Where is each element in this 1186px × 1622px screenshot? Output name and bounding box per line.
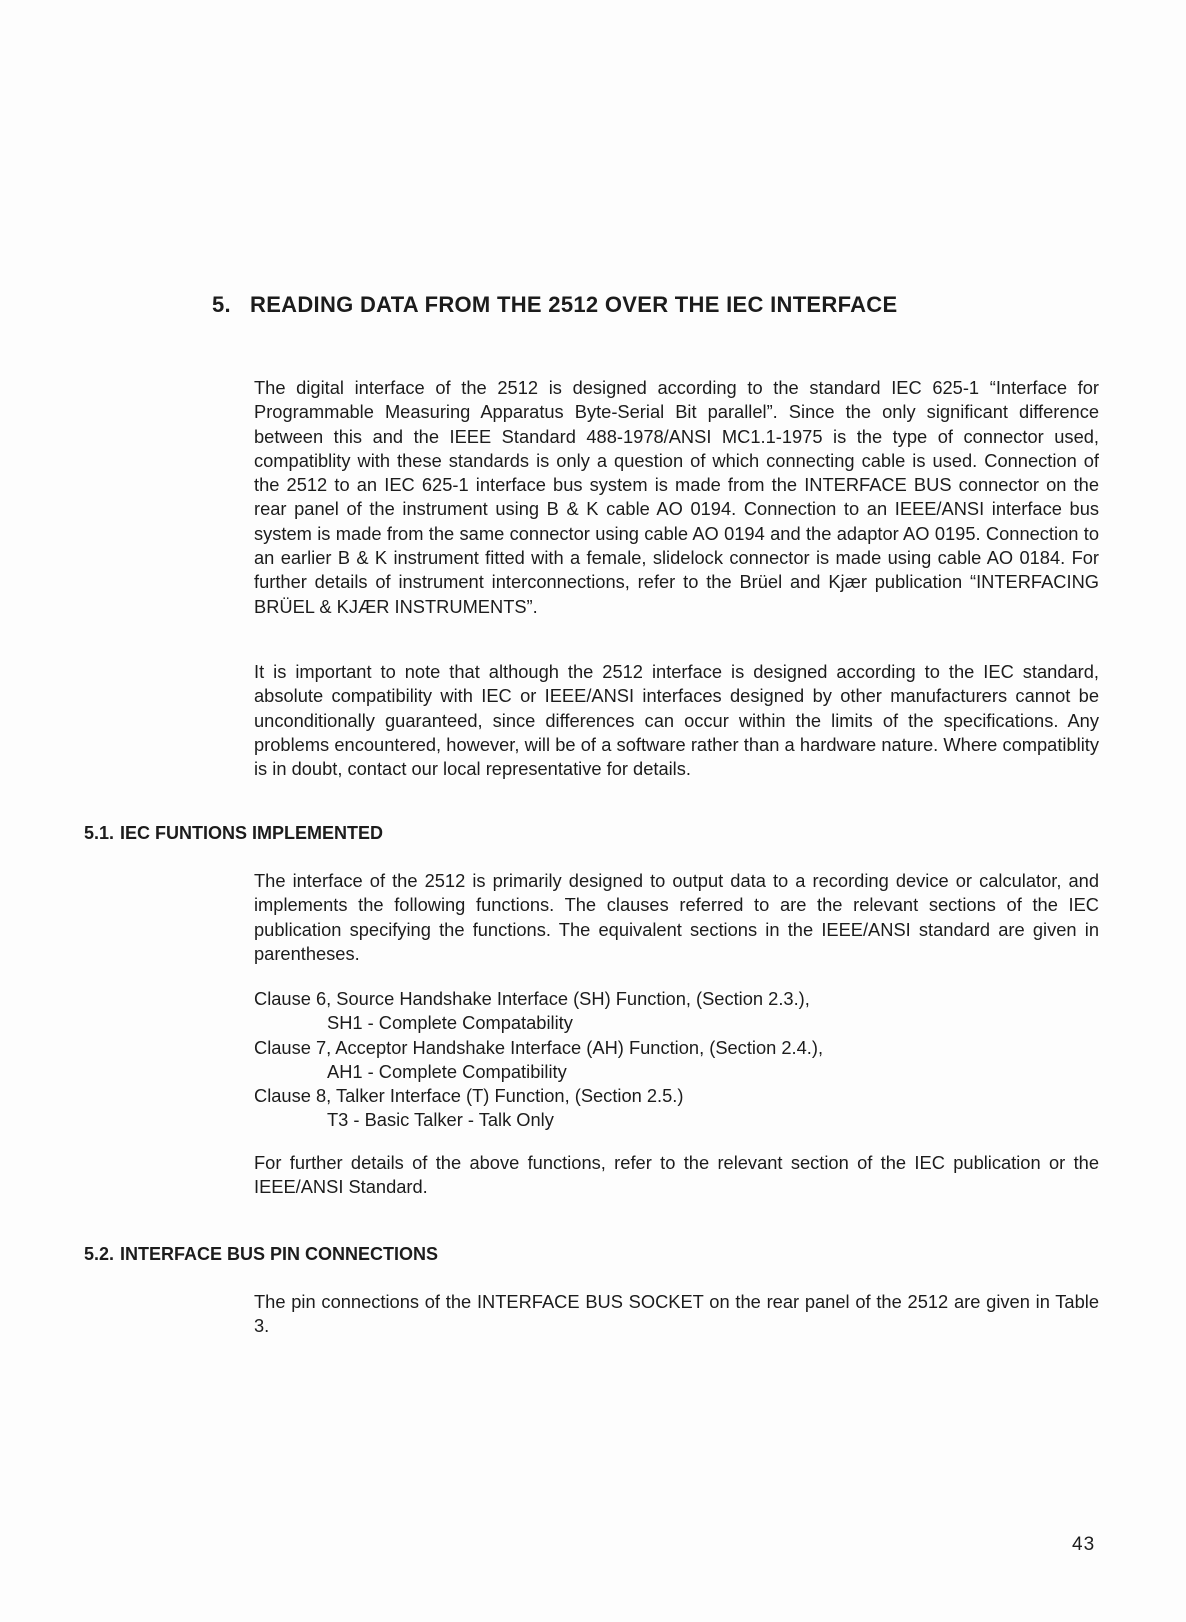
- section-5-2-paragraph-1: The pin connections of the INTERFACE BUS SOCKET on the rear panel of the 2512 are given in Table 3.: [254, 1291, 1099, 1337]
- intro-paragraph-2: It is important to note that although the 2512 interface is designed according to the IEC standard, absolute compatibility with IEC or IEEE/ANSI interfaces designed by other manufacturers cannot be unconditionally guaranteed, since differences can occur within the limits of the specifications. Any problems encountered, however, will be of a software rather than a hardware nature. Where compatiblity is in doubt, contact our local representative for details.: [254, 661, 1099, 780]
- clause-subitem: T3 - Basic Talker - Talk Only: [327, 1109, 554, 1131]
- section-title: IEC FUNTIONS IMPLEMENTED: [120, 823, 384, 843]
- page-number: 43: [1072, 1534, 1096, 1555]
- chapter-title: READING DATA FROM THE 2512 OVER THE IEC INTERFACE: [250, 292, 898, 317]
- section-title: INTERFACE BUS PIN CONNECTIONS: [120, 1244, 439, 1264]
- clause-list: [254, 987, 1099, 1133]
- clause-item: [254, 1084, 1099, 1133]
- section-5-1-paragraph-2: For further details of the above functions, refer to the relevant section of the IEC publication or the IEEE/ANSI Standard.: [254, 1152, 1099, 1198]
- clause-item: [254, 987, 1099, 1036]
- clause-heading: Clause 8, Talker Interface (T) Function, (Section 2.5.): [254, 1085, 684, 1107]
- intro-paragraph-1: The digital interface of the 2512 is designed according to the standard IEC 625-1 “Interface for Programmable Measuring Apparatus Byte-Serial Bit parallel”. Since the only significant difference between this and the IEEE Standard 488-1978/ANSI MC1.1-1975 is the type of connector used, compatiblity with these standards is only a question of which connecting cable is used. Connection of the 2512 to an IEC 625-1 interface bus system is made from the INTERFACE BUS connector on the rear panel of the instrument using B & K cable AO 0194. Connection to an IEEE/ANSI interface bus system is made from the same connector using cable AO 0194 and the adaptor AO 0195. Connection to an earlier B & K instrument fitted with a female, slidelock connector is made using cable AO 0184. For further details of instrument interconnections, refer to the Brüel and Kjær publication “INTERFACING BRÜEL & KJÆR INSTRUMENTS”.: [254, 377, 1099, 617]
- clause-heading: Clause 7, Acceptor Handshake Interface (AH) Function, (Section 2.4.),: [254, 1036, 824, 1058]
- section-5-1-paragraph-1: The interface of the 2512 is primarily designed to output data to a recording device or calculator, and implements the following functions. The clauses referred to are the relevant sections of the IEC publication specifying the functions. The equivalent sections in the IEEE/ANSI standard are given in parentheses.: [254, 870, 1099, 964]
- clause-item: [254, 1036, 1099, 1085]
- clause-heading: Clause 6, Source Handshake Interface (SH) Function, (Section 2.3.),: [254, 988, 810, 1009]
- chapter-number: 5.: [212, 292, 231, 317]
- section-heading-5-2: [84, 1244, 438, 1265]
- clause-subitem: AH1 - Complete Compatibility: [327, 1060, 567, 1082]
- section-number: 5.1.: [84, 823, 115, 843]
- clause-subitem: SH1 - Complete Compatability: [327, 1012, 573, 1034]
- section-number: 5.2.: [84, 1244, 115, 1264]
- section-heading-5-1: [84, 823, 383, 844]
- chapter-heading: [212, 292, 897, 318]
